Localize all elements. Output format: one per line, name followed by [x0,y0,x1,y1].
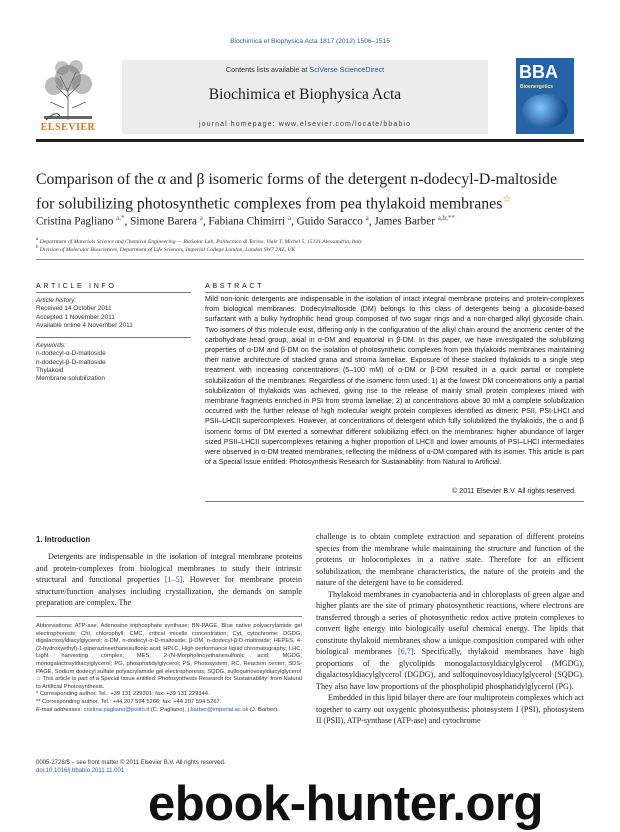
corresponding-author-2: ** Corresponding author. Tel.: +44 207 594 5266; fax: +44 207 594 5267. [36,698,222,705]
affiliation-rule [36,259,584,260]
keywords [36,342,191,383]
abbreviations-footnote: Abbreviations: ATP-ase, Adenosine triphosphate synthase; BN-PAGE, Blue native polyacrylamide gel electrophoresis; Chl, chlorophyll; CMC, critical micelle concentration; Cyt, cytochrome; DGDG, digalactosyldiacylglycerol; α-DM, n-dodecyl-α-D-maltoside; β-DM, n-dodecyl-β-D-maltoside; HEPES, 4-(2-hydroxyethyl)-1-piperazineethanesulfonic acid; HPLC, High performance liquid chromatography; LHC, Light harvesting complex; MES, 2-(N-Morpholino)ethanesulfonic acid; MGDG, monogalactosyldiacylglycerol; PG, phosphatidylglycerol; PS, Photosystem; RC, Reaction center; SDS-PAGE, Sodium dodecyl sulfate polyacrylamide gel electrophoresis; SQDG, sulfoquinovosyldiacylglycerol [36,623,302,675]
author-affiliation-mark[interactable]: a [287,214,292,222]
right-column-text [316,531,584,727]
title-line-1: Comparison of the α and β isomeric forms of the detergent n-dodecyl-D-maltoside [36,171,557,188]
text-run: . Specifically, thylakoid membranes have high proportions of the glycolipids monogalactosyldiacylglycerol (MGDG), digalactosyldiacylglycerol (DGDG), and sulfoquinovosyldiacylglycerol (SQDG). They also have low proportions of the phospholipid phosphatidylglycerol (PG). [316,647,584,691]
received-date: Received 14 October 2011 [36,305,112,313]
contents-prefix: Contents lists available at [225,65,308,74]
cover-subtitle: Bioenergetics [520,84,554,90]
keyword: Thylakoid [36,366,64,374]
issn-line: 0005-2728/$ – see front matter © 2011 Elsevier B.V. All rights reserved. [36,760,226,766]
paragraph: Embedded in this lipid bilayer there are four multiprotein complexes which act together to carry out oxygenic photosynthesis: photosystem I (PSI), photosystem II (PSII), ATP-synthase (ATP-ase) and cytochrome [316,693,584,725]
author-name: James Barber [374,215,435,228]
special-issue-footnote: ☆ This article is part of a Special Issue entitled: Photosynthesis Research for Sustainability: from Natural to Artificial Photosynthesis. [36,676,302,690]
author-list: Cristina Pagliano $^{a,*}$, Simone Barera $^a$, Fabiana Chimirri $^a$, Guido Saracco $^a$, James Barber $^{a,b,**}$ [36,214,455,228]
abstract-heading: ABSTRACT [205,281,265,290]
copyright: © 2011 Elsevier B.V. All rights reserved. [452,488,576,495]
journal-homepage[interactable]: journal homepage: www.elsevier.com/locate/bbabio [199,121,411,128]
author-affiliation-mark[interactable]: a [199,214,203,222]
front-matter-info [36,759,302,775]
email-label: E-mail addresses: [36,706,83,713]
online-date: Available online 4 November 2011 [36,321,133,329]
author-name: Cristina Pagliano [36,215,114,228]
email-footnote [36,707,302,715]
citation-link[interactable]: [1–5] [164,575,183,584]
affiliation-mark: b [36,245,39,250]
article-info-rule [36,292,191,293]
journal-cover-thumbnail [516,58,574,134]
keywords-label: Keywords: [36,342,66,349]
title-star-footnote-mark[interactable]: ☆ [502,193,512,205]
journal-title: Biochimica et Biophysica Acta [208,86,402,103]
accepted-date: Accepted 1 November 2011 [36,313,115,321]
paragraph: challenge is to obtain complete extraction and separation of different proteins species from the membrane while maintaining the structure and function of the proteins or holocomplexes in a native state. Therefore for an efficient solubilization, the membrane characteristics, the nature of the protein and the nature of the detergent have to be considered. [316,532,584,587]
author-affiliation-mark[interactable]: a,* [116,214,125,222]
abstract-text: Mild non-ionic detergents are indispensable in the isolation of intact integral membrane proteins and protein-complexes from biological membranes. Dodecylmaltoside (DM) belongs to this class of detergents being a glucoside-based surfactant with a bulky hydrophilic head group composed of two sugar rings and a non-charged alkyl glycoside chain. Two isomers of this molecule exist, differing only in the configuration of the alkyl chain around the anomeric center of the carbohydrate head group, axial in α-DM and equatorial in β-DM. In this paper, we have investigated the solubilizing properties of α-DM and β-DM on the isolation of photosynthetic complexes from pea thylakoids membranes maintaining their native architecture of stacked grana and stroma lamellae. Exposure of these stacked thylakoids to a single step treatment with increasing concentrations (5–100 mM) of α-DM or β-DM resulted in a quick partial or complete solubilization of the membranes. Regardless of the isomeric form used: 1) at the lowest DM concentrations only a partial solubilization of thylakoids was achieved, giving rise to the release of mainly small protein complexes mixed with membrane fragments enriched in PSI from stroma lamellae; 2) at concentrations above 30 mM a complete solubilization occurred with the further release of high molecular weight protein complexes identified as dimeric PSII, PSI-LHCI and PSII–LHCII supercomplexes. However, at concentrations of detergent which fully solubilized the thylakoids, the α and β isomeric forms of DM exerted a somewhat different solubilizing effect on the membranes: higher abundance of larger sized PSII–LHCII supercomplexes retaining a higher proportion of LHCII and lower amounts of PSI–LHCI intermediates were observed in α-DM treated membranes, reflecting the mildness of α-DM compared with its isomer. This article is part of a Special Issue entitled: Photosynthesis Research for Sustainability: from Natural to Artificial. [205,296,584,467]
header-rule [36,139,584,142]
keyword: Membrane solubilization [36,375,105,383]
author-name: Fabiana Chimirri [208,215,286,228]
left-column-text [36,551,302,609]
article-history [36,297,191,330]
affiliation-text: Department of Materials Science and Chemical Engineering — BioSolar Lab, Politecnico di Torino, Viale T. Michel 5, 15121 Alessandria, Italy [39,238,363,245]
affiliation-text: Division of Molecular Biosciences, Department of Life Sciences, Imperial College London, London SW7 2AZ, UK [39,246,296,253]
elsevier-wordmark: ELSEVIER [40,122,96,133]
affiliation-b [36,245,596,253]
abstract-bottom-rule [205,501,584,502]
title-line-2: for solubilizing photosynthetic complexes from pea thylakoid membranes [36,194,503,212]
keyword: n-dodecyl-α-D-maltoside [36,350,106,358]
email-link[interactable]: j.barber@imperial.ac.uk [187,706,249,713]
affiliation-a [36,237,596,245]
author-affiliation-mark[interactable]: a [365,214,369,222]
email-owner: (J. Barber). [248,706,279,713]
contents-line [122,65,488,74]
email-owner: (C. Pagliano), [149,706,188,713]
cover-image [522,94,568,128]
doi-link[interactable]: doi:10.1016/j.bbabio.2011.11.001 [36,768,125,774]
text-run: . However for membrane protein structure/function analyses including crystallization, the demands on sample preparation are complex. The [36,575,302,607]
citation-link[interactable]: [6,7] [397,647,414,656]
article-info-heading: ARTICLE INFO [36,281,117,290]
footnotes [36,623,302,714]
email-link[interactable]: cristina.pagliano@polito.it [83,706,150,713]
paragraph [36,551,302,609]
text-run: Thylakoid membranes in cyanobacteria and in chloroplasts of green algae and higher plants are the site of primary photosynthetic reactions, where electrons are transferred through a series of photosynthetic redox active protein complexes to convert light energy into biologically useful chemical energy. The lipids that constitute thylakoid membranes show a unique composition compared with other biological membranes [316,589,584,656]
paragraph [316,589,584,693]
text-run: Detergents are indispensable in the isolation of integral membrane proteins and protein-complexes from biological membranes to study their intrinsic structural and functional properties [36,552,302,584]
paper-title [36,170,596,213]
sciencedirect-link[interactable]: SciVerse ScienceDirect [309,65,385,74]
corresponding-author-1: * Corresponding author. Tel.: +39 131 229301; fax: +39 131 229344. [36,691,210,698]
cover-title: BBA [519,62,558,82]
author-name: Guido Saracco [296,215,363,228]
watermark: ebook-hunter.org [148,777,543,831]
author-affiliation-mark[interactable]: a,b,** [437,214,455,222]
keyword: n-dodecyl-β-D-maltoside [36,358,106,366]
abstract-rule [205,292,584,293]
elsevier-tree-logo [36,58,100,128]
history-label: Article history: [36,297,77,304]
footnote-rule [36,616,302,617]
keywords-rule [36,337,191,338]
author-name: Simone Barera [130,215,197,228]
affiliation-mark: a [36,237,39,242]
journal-reference[interactable]: Biochimica et Biophysica Acta 1817 (2012) 1506–1515 [230,38,390,45]
section-heading-introduction: 1. Introduction [36,535,91,544]
